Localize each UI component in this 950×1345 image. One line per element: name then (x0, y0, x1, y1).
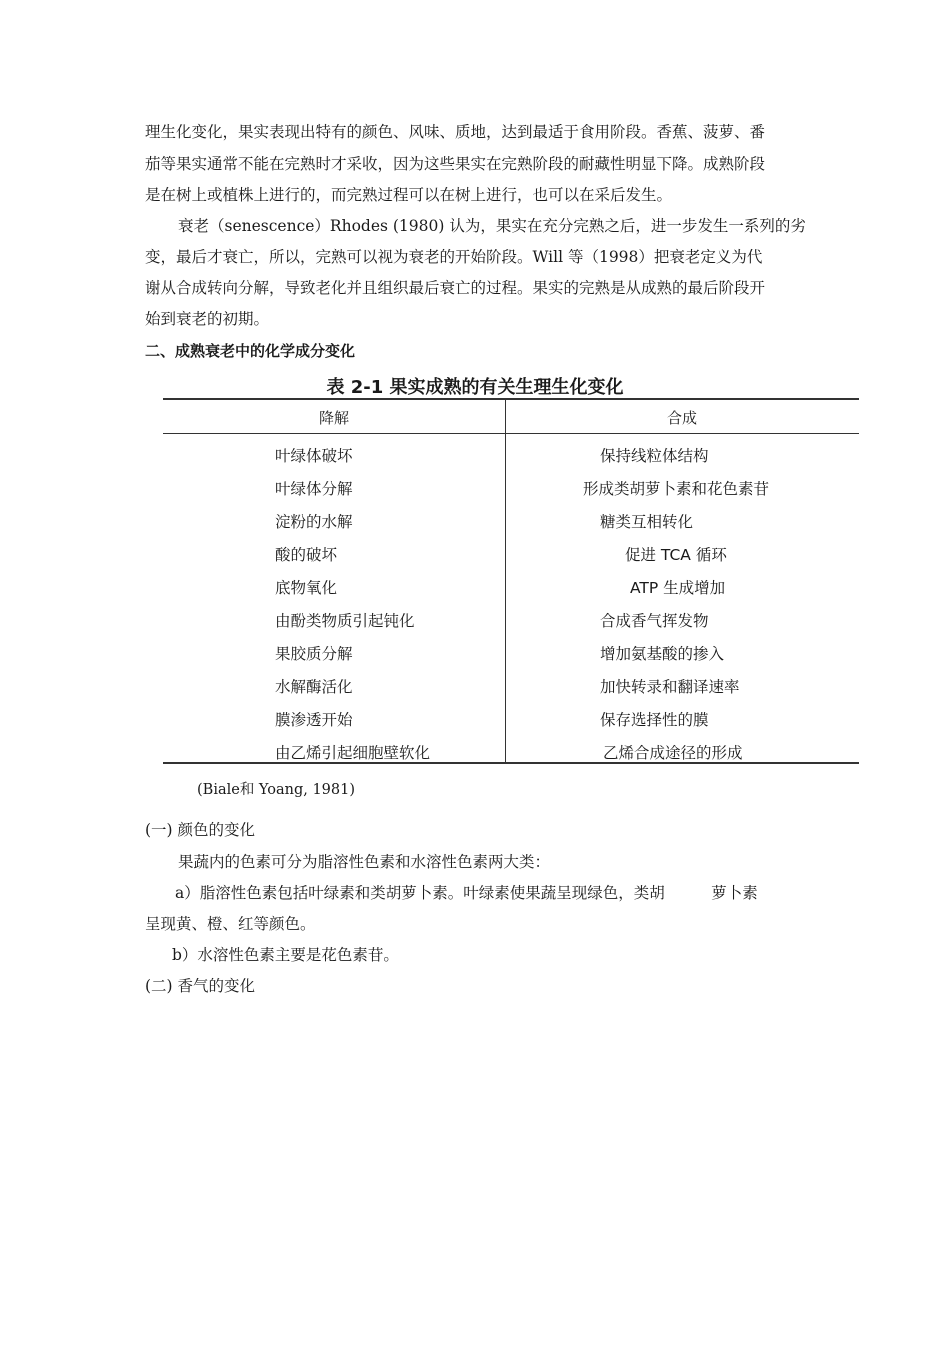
table-title: 表 2-1 果实成熟的有关生理生化变化 (326, 377, 624, 398)
table-cell: 由酚类物质引起钝化 (275, 612, 415, 630)
paragraph-line: b）水溶性色素主要是花色素苷。 (172, 946, 399, 964)
table-cell: 保持线粒体结构 (600, 447, 709, 465)
data-table (163, 398, 859, 764)
paragraph-line: 果蔬内的色素可分为脂溶性色素和水溶性色素两大类： (178, 853, 551, 871)
table-cell: ATP 生成增加 (630, 579, 726, 597)
table-cell: 保存选择性的膜 (600, 711, 709, 729)
column-divider (505, 400, 506, 762)
table-source: (Biale和 Yoang, 1981) (197, 782, 356, 798)
paragraph-line: 呈现黄、橙、红等颜色。 (145, 915, 316, 933)
table-cell: 膜渗透开始 (275, 711, 353, 729)
table-cell: 果胶质分解 (275, 645, 353, 663)
table-cell: 形成类胡萝卜素和花色素苷 (583, 480, 770, 498)
column-header-degradation: 降解 (318, 409, 349, 427)
paragraph-line: 谢从合成转向分解，导致老化并且组织最后衰亡的过程。果实的完熟是从成熟的最后阶段开 (145, 279, 766, 297)
subsection-heading-color: (一) 颜色的变化 (145, 821, 256, 839)
paragraph-line: 茄等果实通常不能在完熟时才采收，因为这些果实在完熟阶段的耐藏性明显下降。成熟阶段 (145, 155, 766, 173)
paragraph-line: 是在树上或植株上进行的，而完熟过程可以在树上进行，也可以在采后发生。 (145, 186, 673, 204)
table-cell: 酸的破坏 (275, 546, 338, 564)
section-heading: 二、成熟衰老中的化学成分变化 (145, 342, 356, 360)
paragraph-line: 理生化变化，果实表现出特有的颜色、风味、质地，达到最适于食用阶段。香蕉、菠萝、番 (145, 123, 766, 141)
paragraph-line: 变，最后才衰亡，所以，完熟可以视为衰老的开始阶段。Will 等（1998）把衰老定义为代 (145, 248, 763, 266)
table-cell: 乙烯合成途径的形成 (603, 744, 743, 762)
table-cell: 叶绿体破坏 (275, 447, 353, 465)
subsection-heading-aroma: (二) 香气的变化 (145, 977, 256, 995)
paragraph-line: a）脂溶性色素包括叶绿素和类胡萝卜素。叶绿素使果蔬呈现绿色，类胡 萝卜素 (175, 884, 758, 902)
table-cell: 糖类互相转化 (600, 513, 694, 531)
table-cell: 淀粉的水解 (275, 513, 353, 531)
header-divider (163, 433, 859, 434)
table-cell: 加快转录和翻译速率 (600, 678, 740, 696)
table-cell: 水解酶活化 (275, 678, 353, 696)
paragraph-line: 衰老（senescence）Rhodes (1980) 认为，果实在充分完熟之后，进一步发生一系列的劣 (178, 217, 806, 235)
paragraph-line: 始到衰老的初期。 (145, 310, 270, 328)
column-header-synthesis: 合成 (666, 409, 697, 427)
table-cell: 合成香气挥发物 (600, 612, 709, 630)
table-cell: 底物氧化 (275, 579, 338, 597)
table-cell: 增加氨基酸的掺入 (600, 645, 725, 663)
table-cell: 叶绿体分解 (275, 480, 353, 498)
table-cell: 促进 TCA 循环 (625, 546, 727, 564)
table-cell: 由乙烯引起细胞壁软化 (275, 744, 431, 762)
